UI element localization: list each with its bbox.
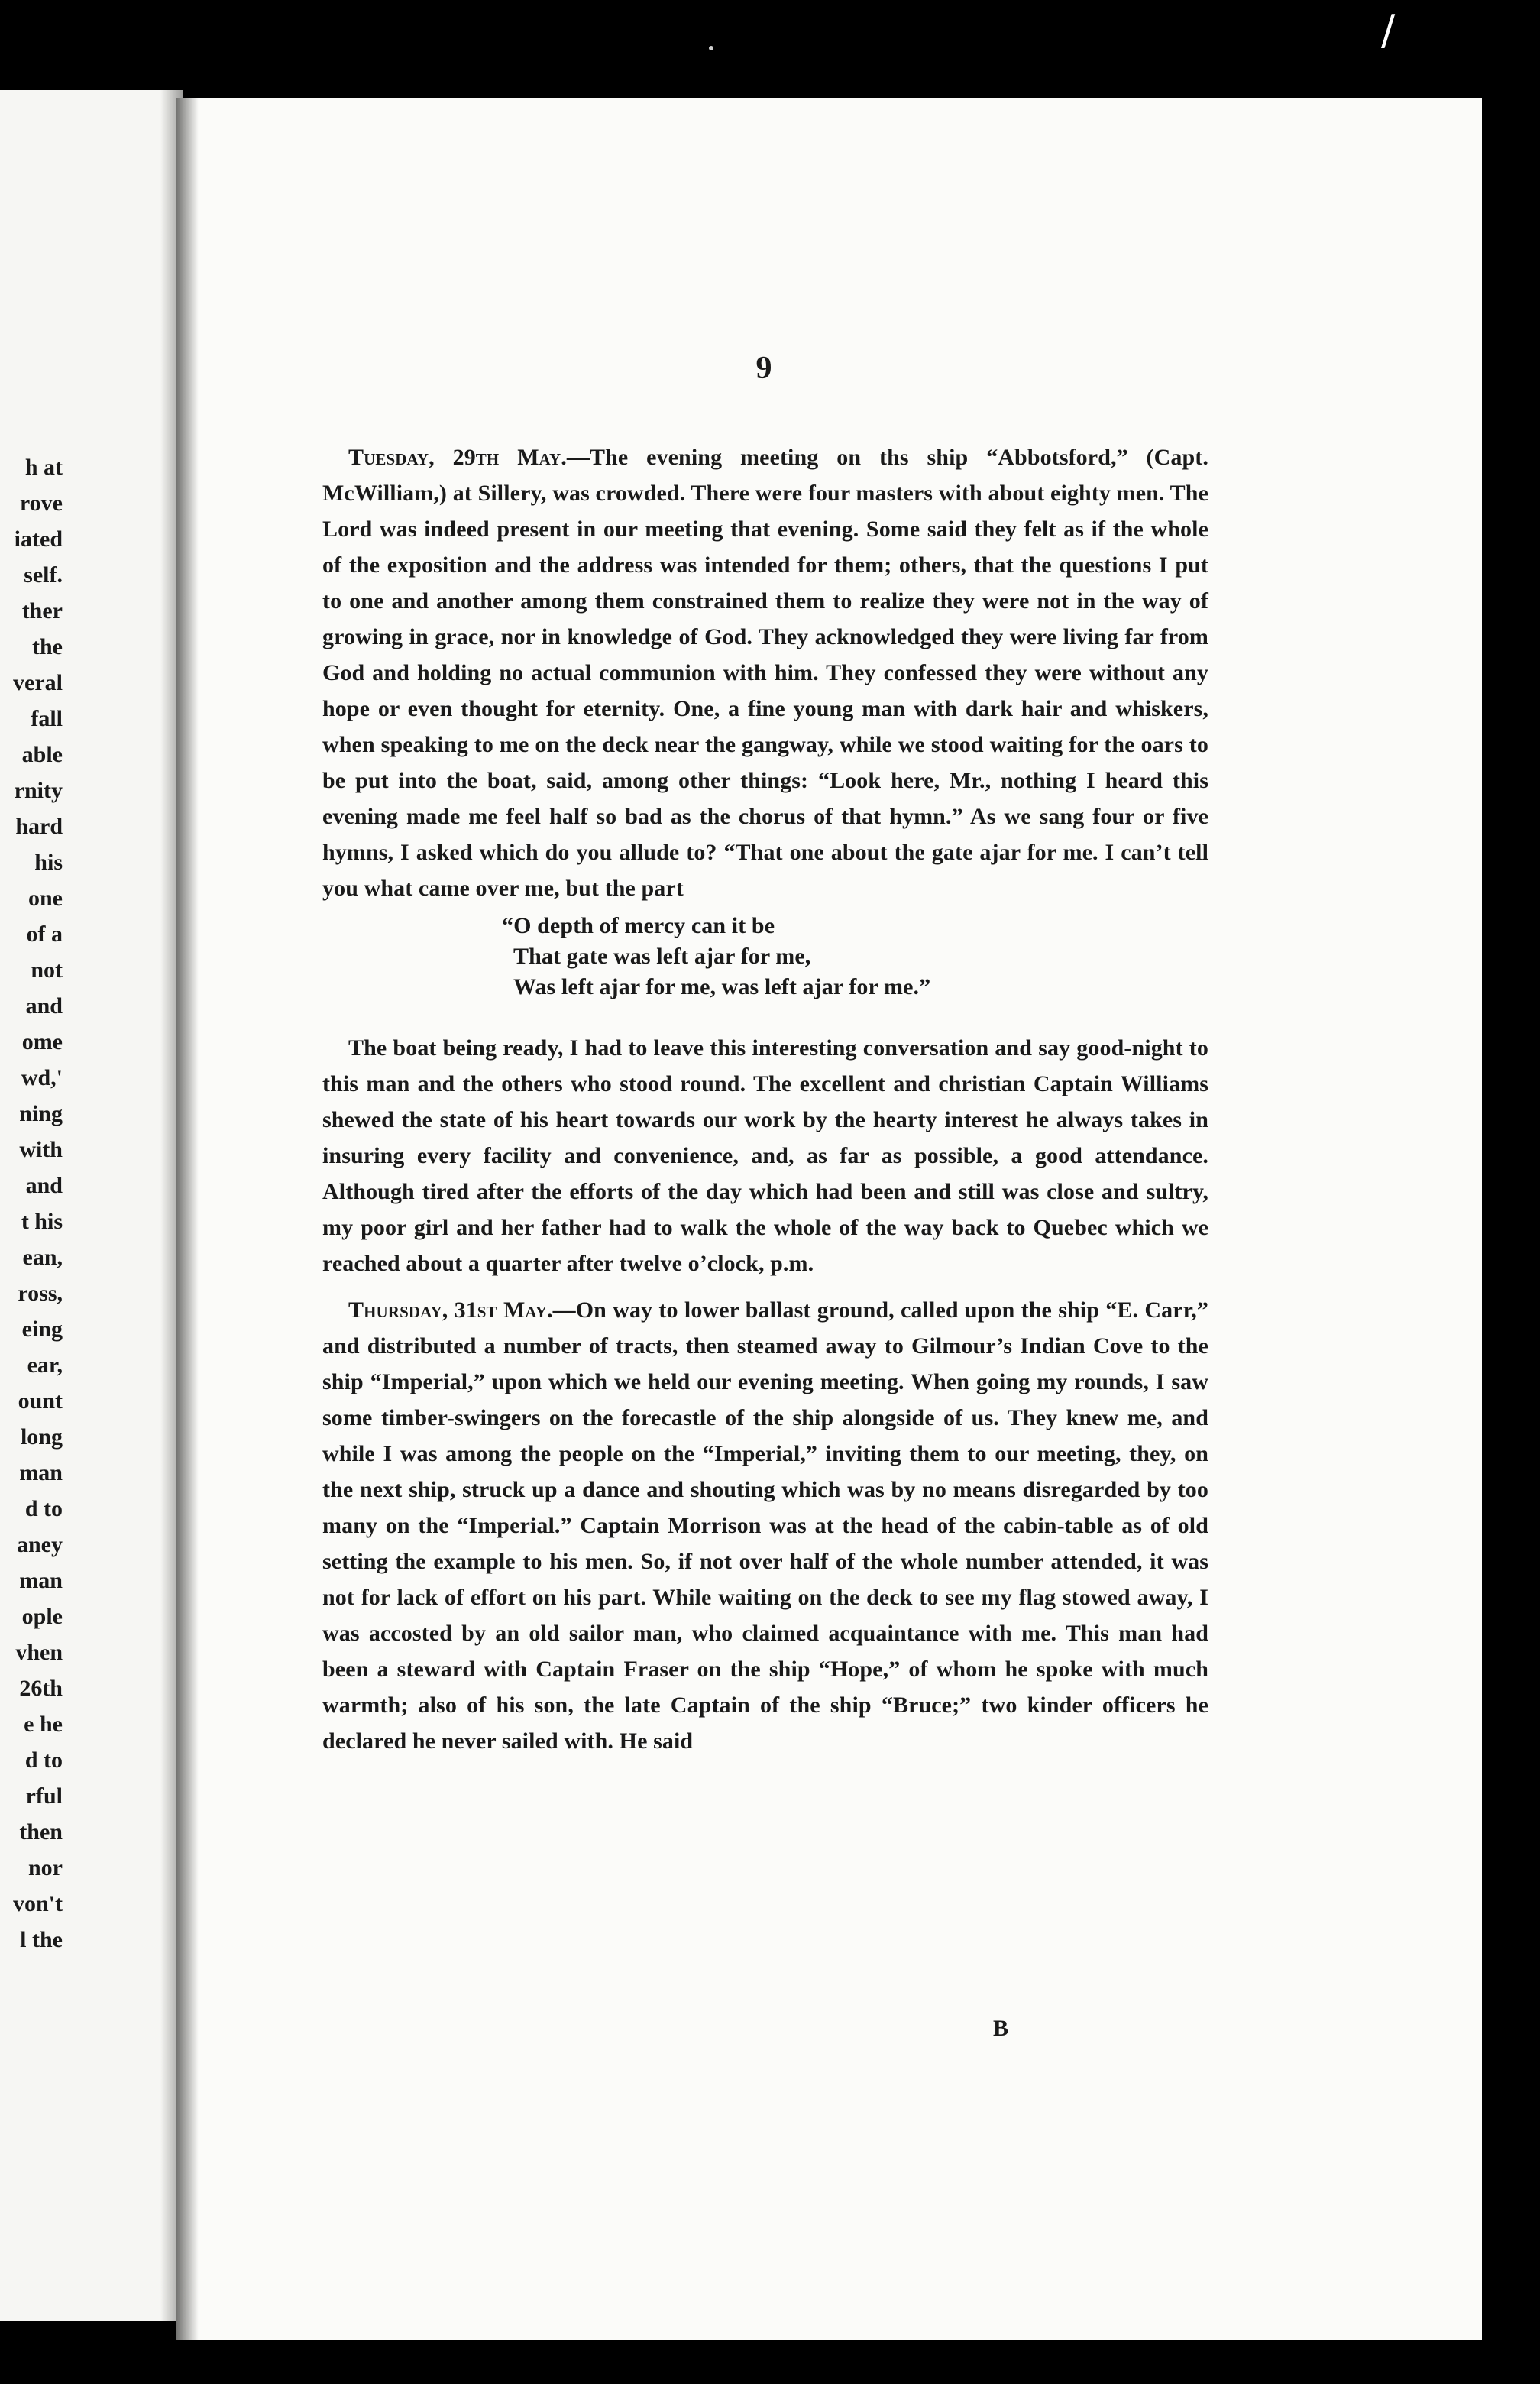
left-page-line: rove [19, 491, 63, 516]
left-page-line: ross, [18, 1281, 63, 1306]
left-page-line: aney [17, 1532, 63, 1557]
left-page-line: man [19, 1460, 63, 1485]
left-page-line: and [25, 993, 63, 1019]
left-page-line: d to [24, 1748, 63, 1773]
left-page-line: one [28, 886, 63, 911]
left-page-line: hard [15, 814, 63, 839]
left-page-line: ear, [27, 1352, 63, 1378]
left-page-line: ome [21, 1029, 63, 1054]
verse-line: Was left ajar for me, was left ajar for me.” [513, 974, 931, 999]
left-page-line: 26th [19, 1676, 63, 1701]
left-page-line: h at [24, 455, 63, 480]
paragraph-tuesday [322, 439, 1208, 906]
paragraph-boat: The boat being ready, I had to leave this interesting conversation and say good-night to this man and the others who stood round. The excellent and christian Captain Williams shewed the state of his heart towards our work by the hearty interest he always takes in insuring every facility and convenience, and, as far as possible, a good attendance. Although tired after the efforts of the day which had been and still was close and sultry, my poor girl and her father had to walk the whole of the way back to Quebec which we reached about a quarter after twelve o’clock, p.m. [322, 1035, 1208, 1276]
left-page-line: l the [20, 1927, 63, 1952]
left-page-line: then [19, 1819, 63, 1845]
verse-line: That gate was left ajar for me, [513, 944, 811, 969]
left-page-line: ount [18, 1388, 63, 1414]
left-page-line: iated [14, 526, 63, 552]
left-page-line: able [21, 742, 63, 767]
left-page-line: with [19, 1137, 63, 1162]
left-page-line: nor [28, 1855, 63, 1880]
left-page-line: ther [21, 598, 63, 624]
left-page-line: the [32, 634, 63, 659]
paragraph-text: —The evening meeting on ths ship “Abbotsford,” (Capt. McWilliam,) at Sillery, was crowded. There were four masters with about eighty men. The Lord was indeed present in our meeting that evening. Some said they felt as if the whole of the exposition and the address was intended for them; others, that the questions I put to one and another among them constrained them to realize they were not in the way of growing in grace, nor in knowledge of God. They acknowledged they were living far from God and holding no actual communion with him. They confessed they were without any hope or even thought for eternity. One, a fine young man with dark hair and whiskers, when speaking to me on the deck near the gangway, while we stood waiting for the oars to be put into the boat, said, among other things: “Look here, Mr., nothing I heard this evening made me feel half so bad as the chorus of that hymn.” As we sang four or five hymns, I asked which do you allude to? “That one about the gate ajar for me. I can’t tell you what came over me, but the part [322, 445, 1208, 901]
date-heading: Tuesday, 29th May. [348, 445, 567, 470]
left-page-line: t his [21, 1209, 63, 1234]
left-page-line: vhen [15, 1640, 63, 1665]
scan-speck [709, 46, 713, 50]
paragraph-text: —On way to lower ballast ground, called upon the ship “E. Carr,” and distributed a number of tracts, then steamed away to Gilmour’s Indian Cove to the ship “Imperial,” upon which we held our evening meeting. When going my rounds, I saw some timber-swingers on the forecastle of the ship alongside of us. They knew me, and while I was among the people on the “Imperial,” inviting them to our meeting, they, on the next ship, struck up a dance and shouting which was by no means disregarded by too many on the “Imperial.” Captain Morrison was at the head of the cabin-table as of old setting the example to his men. So, if not over half of the whole number attended, it was not for lack of effort on his part. While waiting on the deck to see my flag stowed away, I was accosted by an old sailor man, who claimed acquaintance with me. This man had been a steward with Captain Fraser on the ship “Hope,” of whom he spoke with much warmth; also of his son, the late Captain of the ship “Bruce;” two kinder officers he declared he never sailed with. He said [322, 1297, 1208, 1754]
hymn-verse [502, 906, 1208, 1030]
page-body [322, 439, 1208, 1759]
left-page-line: veral [13, 670, 63, 695]
left-page-line: von't [12, 1891, 63, 1916]
page-gutter [176, 98, 199, 2340]
signature-mark: B [993, 2016, 1009, 2041]
paragraph-thursday [322, 1292, 1208, 1759]
left-page-line: fall [31, 706, 63, 731]
left-page-line: rful [25, 1783, 63, 1809]
left-page-line: man [19, 1568, 63, 1593]
left-page-text [0, 449, 63, 1958]
left-page-line: of a [26, 922, 63, 947]
verse-line: “O depth of mercy can it be [502, 913, 775, 938]
left-page-line: eing [21, 1317, 63, 1342]
date-heading: Thursday, 31st May. [348, 1297, 553, 1323]
left-page-line: ning [19, 1101, 63, 1126]
left-page-line: and [25, 1173, 63, 1198]
left-page-line: not [31, 957, 63, 983]
corner-mark: / [1381, 6, 1396, 54]
left-page-line: rnity [14, 778, 63, 803]
left-page-line: d to [24, 1496, 63, 1521]
left-page-line: long [20, 1424, 63, 1450]
left-page-line: self. [24, 562, 63, 588]
left-page-line: e he [24, 1712, 63, 1737]
left-page-line: his [34, 850, 63, 875]
left-page-line: wd,' [21, 1065, 63, 1090]
left-page-line: ople [21, 1604, 63, 1629]
page-number: 9 [755, 351, 772, 386]
left-page-line: ean, [22, 1245, 63, 1270]
